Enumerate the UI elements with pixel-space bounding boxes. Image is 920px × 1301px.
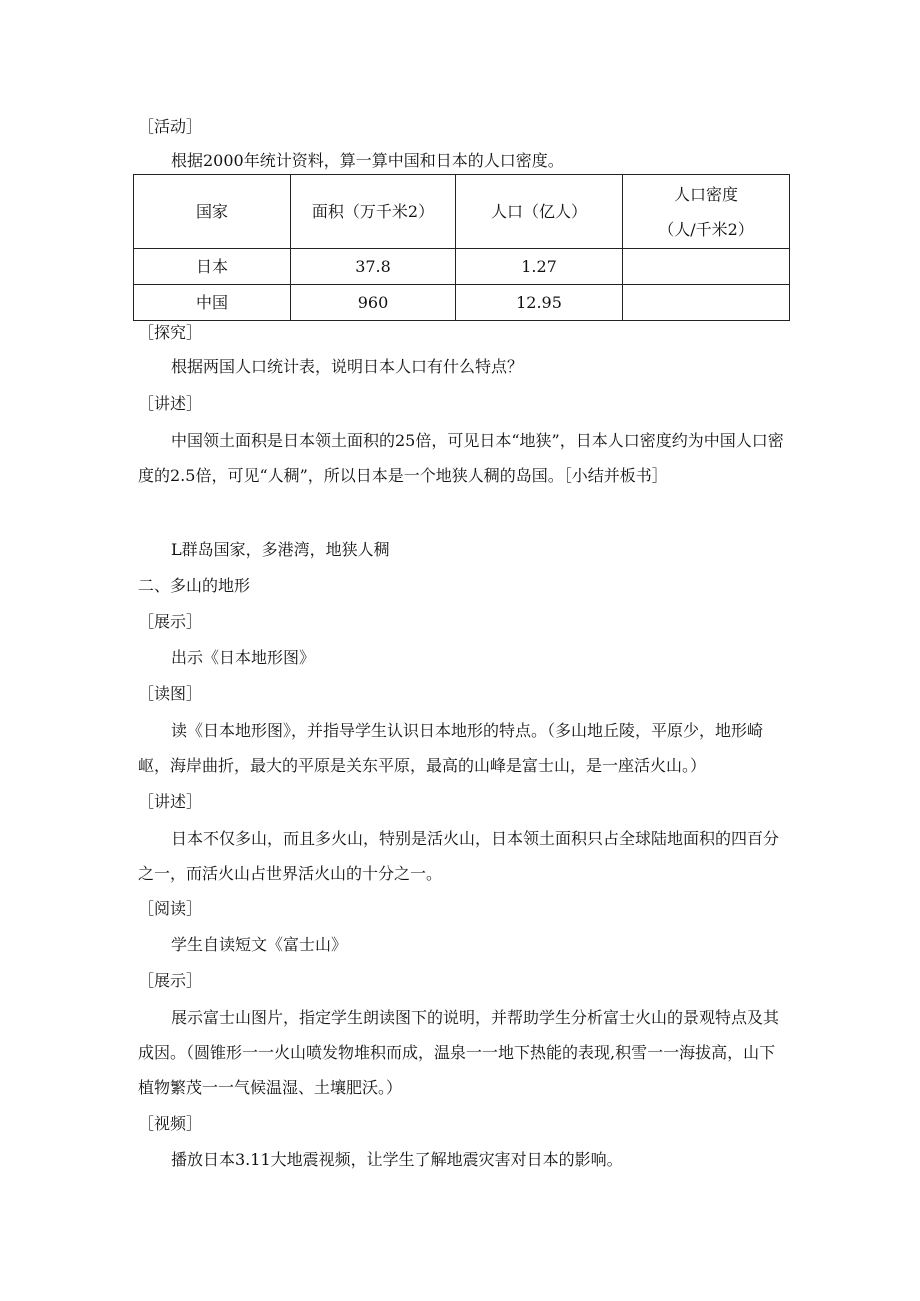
header-country: 国家 xyxy=(134,175,291,249)
population-table xyxy=(133,174,790,321)
narrate-text: 日本不仅多山，而且多火山，特别是活火山，日本领土面积只占全球陆地面积的四百分之一，而活火山占世界活火山的十分之一。 xyxy=(138,829,780,883)
header-area: 面积（万千米2） xyxy=(291,175,456,249)
video-header: ［视频］ xyxy=(138,1114,203,1133)
cell-area: 960 xyxy=(291,285,456,321)
cell-country: 日本 xyxy=(134,249,291,285)
header-density-unit: （人/千米2） xyxy=(658,219,754,239)
cell-population: 12.95 xyxy=(456,285,623,321)
activity-header: ［活动］ xyxy=(138,117,203,136)
reading-header: ［阅读］ xyxy=(138,899,203,918)
read-map-header: ［读图］ xyxy=(138,684,203,703)
read-map-text: 读《日本地形图》，并指导学生认识日本地形的特点。（多山地丘陵，平原少，地形崎岖，海岸曲折，最大的平原是关东平原，最高的山峰是富士山，是一座活火山。） xyxy=(138,721,764,775)
table-row xyxy=(134,285,790,321)
header-density-title: 人口密度 xyxy=(673,184,738,204)
narrate-header: ［讲述］ xyxy=(138,792,203,811)
show-text: 展示富士山图片，指定学生朗读图下的说明，并帮助学生分析富士火山的景观特点及其成因。（圆锥形一一火山喷发物堆积而成，温泉一一地下热能的表现,积雪一一海拔高，山下植物繁茂一一气候温湿、土壤肥沃。） xyxy=(138,1008,780,1097)
narrate-text: 中国领土面积是日本领土面积的25倍，可见日本“地狭”，日本人口密度约为中国人口密度的2.5倍，可见“人稠”，所以日本是一个地狭人稠的岛国。［小结并板书］ xyxy=(138,431,784,485)
table-header-row xyxy=(134,175,790,249)
cell-population: 1.27 xyxy=(456,249,623,285)
cell-density xyxy=(623,285,790,321)
header-population: 人口（亿人） xyxy=(456,175,623,249)
show-text: 出示《日本地形图》 xyxy=(171,648,316,667)
cell-density xyxy=(623,249,790,285)
summary-text: L群岛国家，多港湾，地狭人稠 xyxy=(171,540,390,559)
table-row xyxy=(134,249,790,285)
header-density xyxy=(623,175,790,249)
cell-area: 37.8 xyxy=(291,249,456,285)
cell-country: 中国 xyxy=(134,285,291,321)
show-header: ［展示］ xyxy=(138,971,203,990)
activity-text: 根据2000年统计资料，算一算中国和日本的人口密度。 xyxy=(171,151,564,170)
explore-header: ［探究］ xyxy=(138,323,203,342)
explore-text: 根据两国人口统计表，说明日本人口有什么特点？ xyxy=(171,357,524,376)
section-title: 二、多山的地形 xyxy=(138,576,251,595)
reading-text: 学生自读短文《富士山》 xyxy=(171,935,348,954)
narrate-header: ［讲述］ xyxy=(138,394,203,413)
show-header: ［展示］ xyxy=(138,612,203,631)
video-text: 播放日本3.11大地震视频，让学生了解地震灾害对日本的影响。 xyxy=(171,1150,623,1169)
